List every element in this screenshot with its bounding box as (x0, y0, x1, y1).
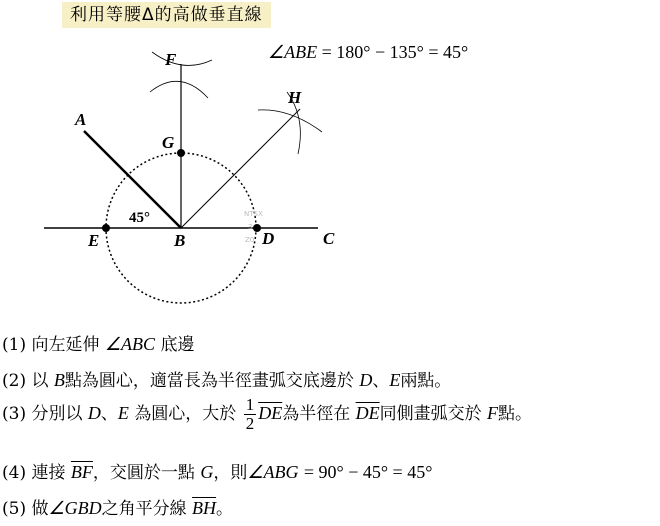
step-text: 底邊 (160, 335, 195, 355)
step-text: 點為圓心，適當長為半徑畫弧交底邊於 (64, 371, 354, 391)
step-text: ，則 (213, 463, 248, 483)
step-5 (2, 494, 233, 519)
step-3 (2, 396, 532, 433)
label-g: G (162, 133, 175, 152)
label-b: B (174, 231, 186, 250)
step-number: (3) (2, 404, 27, 424)
watermark-line-1: NTSX (244, 210, 263, 218)
label-d: D (262, 229, 275, 248)
step-math: B (53, 370, 65, 390)
segment-bh: $\overline{BH}$ (192, 498, 217, 518)
step-math: ∠ABG (247, 462, 299, 482)
step-number: (1) (2, 335, 27, 355)
segment-de: $\overline{DE}$ (258, 403, 283, 423)
ray-bh (181, 109, 300, 228)
step-number: (4) (2, 463, 27, 483)
formula-lhs: ∠ABE (268, 42, 318, 62)
step-text: 分別以 (31, 404, 83, 424)
point-e (102, 224, 110, 232)
label-a: A (75, 110, 87, 129)
step-math: E (389, 370, 401, 390)
step-text: 同側畫弧交於 (379, 404, 482, 424)
step-text: ，交圓於一點 (92, 463, 195, 483)
step-text: 之角平分線 (101, 499, 187, 519)
arc-h-1 (258, 110, 322, 132)
arc-from-e (152, 52, 212, 65)
step-2 (2, 366, 451, 391)
watermark-line-2: 3 (248, 223, 253, 231)
step-text: 為圓心，大於 (134, 404, 237, 424)
step-text: 兩點。 (400, 371, 452, 391)
label-c: C (323, 229, 335, 248)
step-math: G (200, 462, 214, 482)
step-text: 、 (100, 404, 118, 424)
point-d (253, 224, 261, 232)
step-text: 連接 (31, 463, 66, 483)
arc-from-d (150, 81, 208, 98)
page-title: 利用等腰Δ的高做垂直線 (62, 2, 271, 28)
step-text: 、 (372, 371, 390, 391)
step-number: (2) (2, 371, 27, 391)
label-f: F (165, 50, 177, 69)
step-math: D (359, 370, 373, 390)
point-g (177, 149, 185, 157)
step-text: 做 (31, 499, 49, 519)
step-1 (2, 330, 194, 355)
label-e: E (88, 231, 100, 250)
fraction-denominator: 2 (245, 414, 255, 433)
label-h: H (288, 88, 302, 107)
step-4 (2, 458, 432, 483)
step-text: 為半徑在 (282, 404, 351, 424)
step-text: = 90° − 45° = 45° (303, 462, 433, 482)
step-math: D (87, 403, 101, 423)
segment-bf: $\overline{BF}$ (70, 462, 93, 482)
step-text: 點。 (498, 404, 533, 424)
watermark-line-3: Z0 (245, 236, 255, 244)
step-math: E (117, 403, 129, 423)
fraction-half (244, 396, 257, 433)
step-text: 。 (216, 499, 234, 519)
segment-de: $\overline{DE}$ (355, 403, 380, 423)
step-number: (5) (2, 499, 27, 519)
step-math: F (487, 403, 499, 423)
step-math: ∠GBD (48, 498, 102, 518)
step-math: ∠ABC (104, 334, 156, 354)
formula-rhs: = 180° − 135° = 45° (321, 42, 469, 62)
fraction-numerator: 1 (245, 395, 255, 414)
step-text: 以 (31, 371, 49, 391)
step-text: 向左延伸 (31, 335, 100, 355)
angle-label: 45° (129, 210, 150, 226)
